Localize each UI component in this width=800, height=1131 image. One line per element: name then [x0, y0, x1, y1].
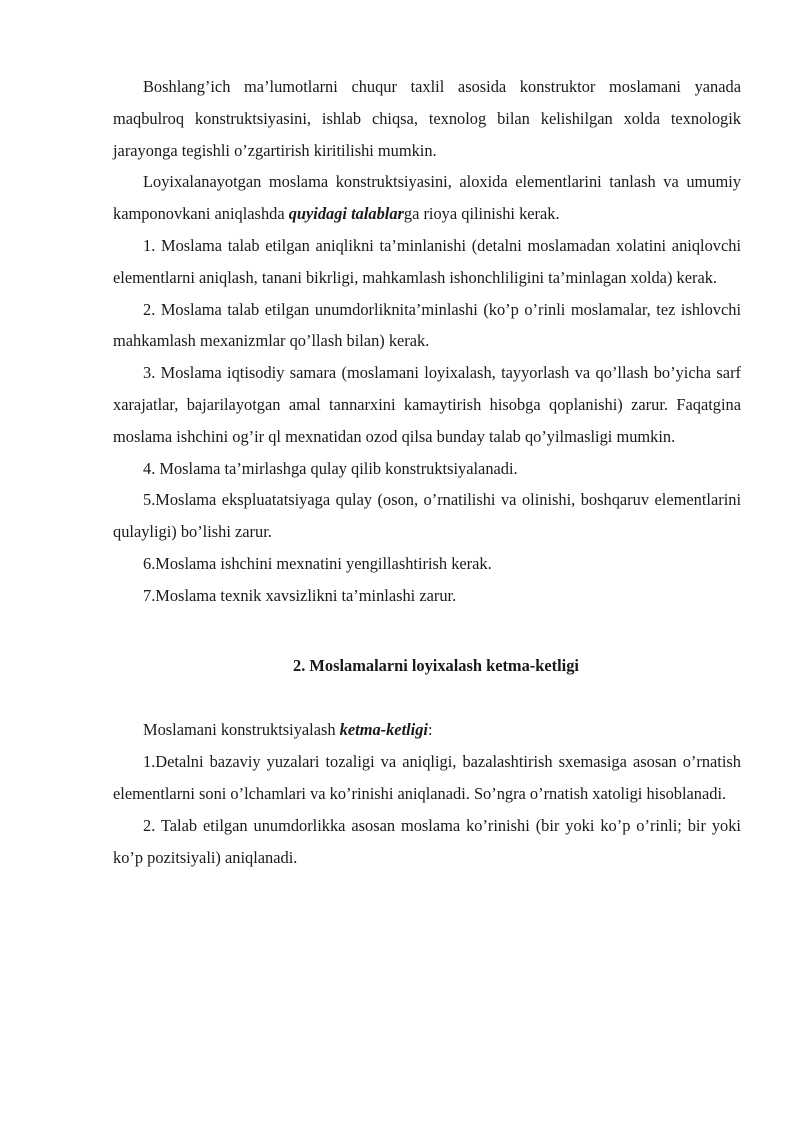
paragraph-sequence-intro: [113, 714, 741, 746]
section-heading: 2. Moslamalarni loyixalash ketma-ketligi: [293, 655, 579, 675]
document-page: [113, 71, 741, 873]
paragraph-requirements-intro: [113, 166, 741, 230]
list-item-economy: 3. Moslama iqtisodiy samara (moslamani loyixalash, tayyorlash va qo’llash bo’yicha sarf xarajatlar, bajarilayotgan amal tannarxini kamaytirish hisobga qoplanishi) zarur. Faqatgina moslama ishchini og’ir ql mexnatidan ozod qilsa bunday talab qo’yilmasligi mumkin.: [113, 363, 741, 446]
paragraph-requirements-suffix: ga rioya qilinishi kerak.: [403, 204, 560, 224]
list-item-fixture-type: 2. Talab etilgan unumdorlikka asosan moslama ko’rinishi (bir yoki ko’p o’rinli; bir yoki ko’p pozitsiyali) aniqlanadi.: [113, 815, 741, 867]
list-item-usability: 5.Moslama ekspluatatsiyaga qulay (oson, o’rnatilishi va olinishi, boshqaruv elementlarini qulayligi) bo’lishi zarur.: [113, 490, 741, 542]
list-item-base-surfaces: 1.Detalni bazaviy yuzalari tozaligi va aniqligi, bazalashtirish sxemasiga asosan o’rnatish elementlarni soni o’lchamlari va ko’rinishi aniqlanadi. So’ngra o’rnatish xatoligi hisoblanadi.: [113, 752, 741, 803]
paragraph-requirements-text: Loyixalanayotgan moslama konstruktsiyasini, aloxida elementlarini tanlash va umumiy kamponovkani aniqlashda: [113, 172, 741, 224]
spacer: [113, 681, 741, 714]
spacer: [113, 612, 741, 650]
emphasis-sequence: ketma-ketligi: [339, 720, 428, 740]
list-item-ease-of-labor: 6.Moslama ishchini mexnatini yengillashtirish kerak.: [143, 553, 492, 573]
list-item-accuracy: 1. Moslama talab etilgan aniqlikni ta’minlanishi (detalni moslamadan xolatini aniqlovchi elementlarni aniqlash, tanani bikrligi, mahkamlash ishonchliligini ta’minlagan xolda) kerak.: [113, 235, 741, 287]
paragraph-sequence-text: Moslamani konstruktsiyalash: [143, 720, 340, 740]
paragraph-intro: Boshlang’ich ma’lumotlarni chuqur taxlil asosida konstruktor moslamani yanada maqbulroq konstruktsiyasini, ishlab chiqsa, texnolog bilan kelishilgan xolda texnologik jarayonga tegishli o’zgartirish kiritilishi mumkin.: [113, 77, 741, 160]
emphasis-requirements: quyidagi talablar: [288, 204, 404, 224]
paragraph-sequence-suffix: :: [427, 720, 433, 740]
list-item-productivity: 2. Moslama talab etilgan unumdorliknita’minlashi (ko’p o’rinli moslamalar, tez ishlovchi mahkamlash mexanizmlar qo’llash bilan) kerak.: [113, 299, 741, 351]
list-item-repairability: 4. Moslama ta’mirlashga qulay qilib konstruktsiyalanadi.: [143, 458, 518, 478]
list-item-safety: 7.Moslama texnik xavsizlikni ta’minlashi zarur.: [143, 585, 457, 605]
